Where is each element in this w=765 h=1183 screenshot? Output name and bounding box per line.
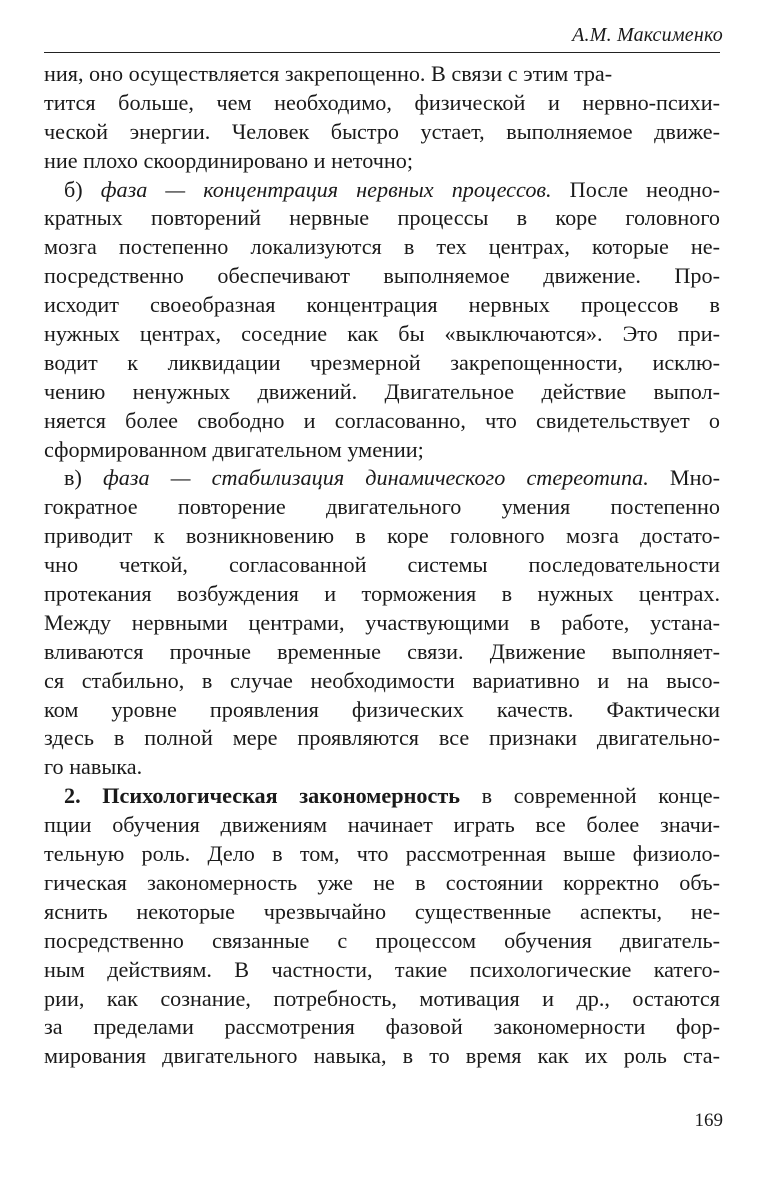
text-line: тельную роль. Дело в том, что рассмотренная выше физиоло- <box>44 841 720 867</box>
text-line: сформированном двигательном умении; <box>44 436 424 462</box>
text-line: мозга постепенно локализуются в тех центрах, которые не- <box>44 234 720 260</box>
text-line: тится больше, чем необходимо, физической и нервно-психи- <box>44 89 720 115</box>
body-text <box>44 60 720 1071</box>
text-line: го навыка. <box>44 754 143 780</box>
text-line: гическая закономерность уже не в состоянии корректно объ- <box>44 869 720 895</box>
text-line: няется более свободно и согласованно, что свидетельствует о <box>44 407 720 433</box>
text-line: ния, оно осуществляется закрепощенно. В связи с этим тра- <box>44 61 613 86</box>
text-line: мирования двигательного навыка, в то время как их роль ста- <box>44 1043 720 1069</box>
text-line: водит к ликвидации чрезмерной закрепощенности, исклю- <box>44 349 720 375</box>
text-line: б) фаза — концентрация нервных процессов. После неодно- <box>64 176 720 202</box>
text-line: нужных центрах, соседние как бы «выключаются». Это при- <box>44 321 720 347</box>
header-rule <box>44 52 720 53</box>
text-line: яснить некоторые чрезвычайно существенные аспекты, не- <box>44 898 720 924</box>
page-number: 169 <box>694 1110 723 1131</box>
text-line: исходит своеобразная концентрация нервных процессов в <box>44 292 720 318</box>
bold-heading: 2. Психологическая закономерность <box>64 783 460 809</box>
text-line: посредственно связанные с процессом обучения двигатель- <box>44 927 720 953</box>
text-line: ком уровне проявления физических качеств. Фактически <box>44 696 720 722</box>
text-line: ческой энергии. Человек быстро устает, выполняемое движе- <box>44 118 720 144</box>
text-line: пции обучения движениям начинает играть все более значи- <box>44 812 720 838</box>
running-head: А.М. Максименко <box>572 24 723 46</box>
text-line: здесь в полной мере проявляются все признаки двигательно- <box>44 725 720 751</box>
text-line: гократное повторение двигательного умения постепенно <box>44 494 720 520</box>
text-line: ние плохо скоординировано и неточно; <box>44 147 414 173</box>
text-line: чно четкой, согласованной системы последовательности <box>44 552 720 578</box>
italic-phrase: фаза — концентрация нервных процессов. <box>100 176 552 202</box>
text-line: протекания возбуждения и торможения в нужных центрах. <box>44 581 720 607</box>
text-line: вливаются прочные временные связи. Движение выполняет- <box>44 638 720 664</box>
text-line: 2. Психологическая закономерность в современной конце- <box>64 783 721 809</box>
text-line: ным действиям. В частности, такие психологические катего- <box>44 956 720 982</box>
text-line: чению ненужных движений. Двигательное действие выпол- <box>44 378 720 404</box>
text-line: Между нервными центрами, участвующими в работе, устана- <box>44 609 720 635</box>
text-line: ся стабильно, в случае необходимости вариативно и на высо- <box>44 667 720 693</box>
text-line: приводит к возникновению в коре головного мозга достато- <box>44 523 720 549</box>
text-line: кратных повторений нервные процессы в коре головного <box>44 205 720 231</box>
text-line: за пределами рассмотрения фазовой закономерности фор- <box>44 1014 720 1040</box>
text-line: посредственно обеспечивают выполняемое движение. Про- <box>44 263 720 289</box>
italic-phrase: фаза — стабилизация динамического стереотипа. <box>103 465 649 491</box>
text-line: рии, как сознание, потребность, мотивация и др., остаются <box>44 985 720 1011</box>
text-line: в) фаза — стабилизация динамического стереотипа. Мно- <box>64 465 720 491</box>
